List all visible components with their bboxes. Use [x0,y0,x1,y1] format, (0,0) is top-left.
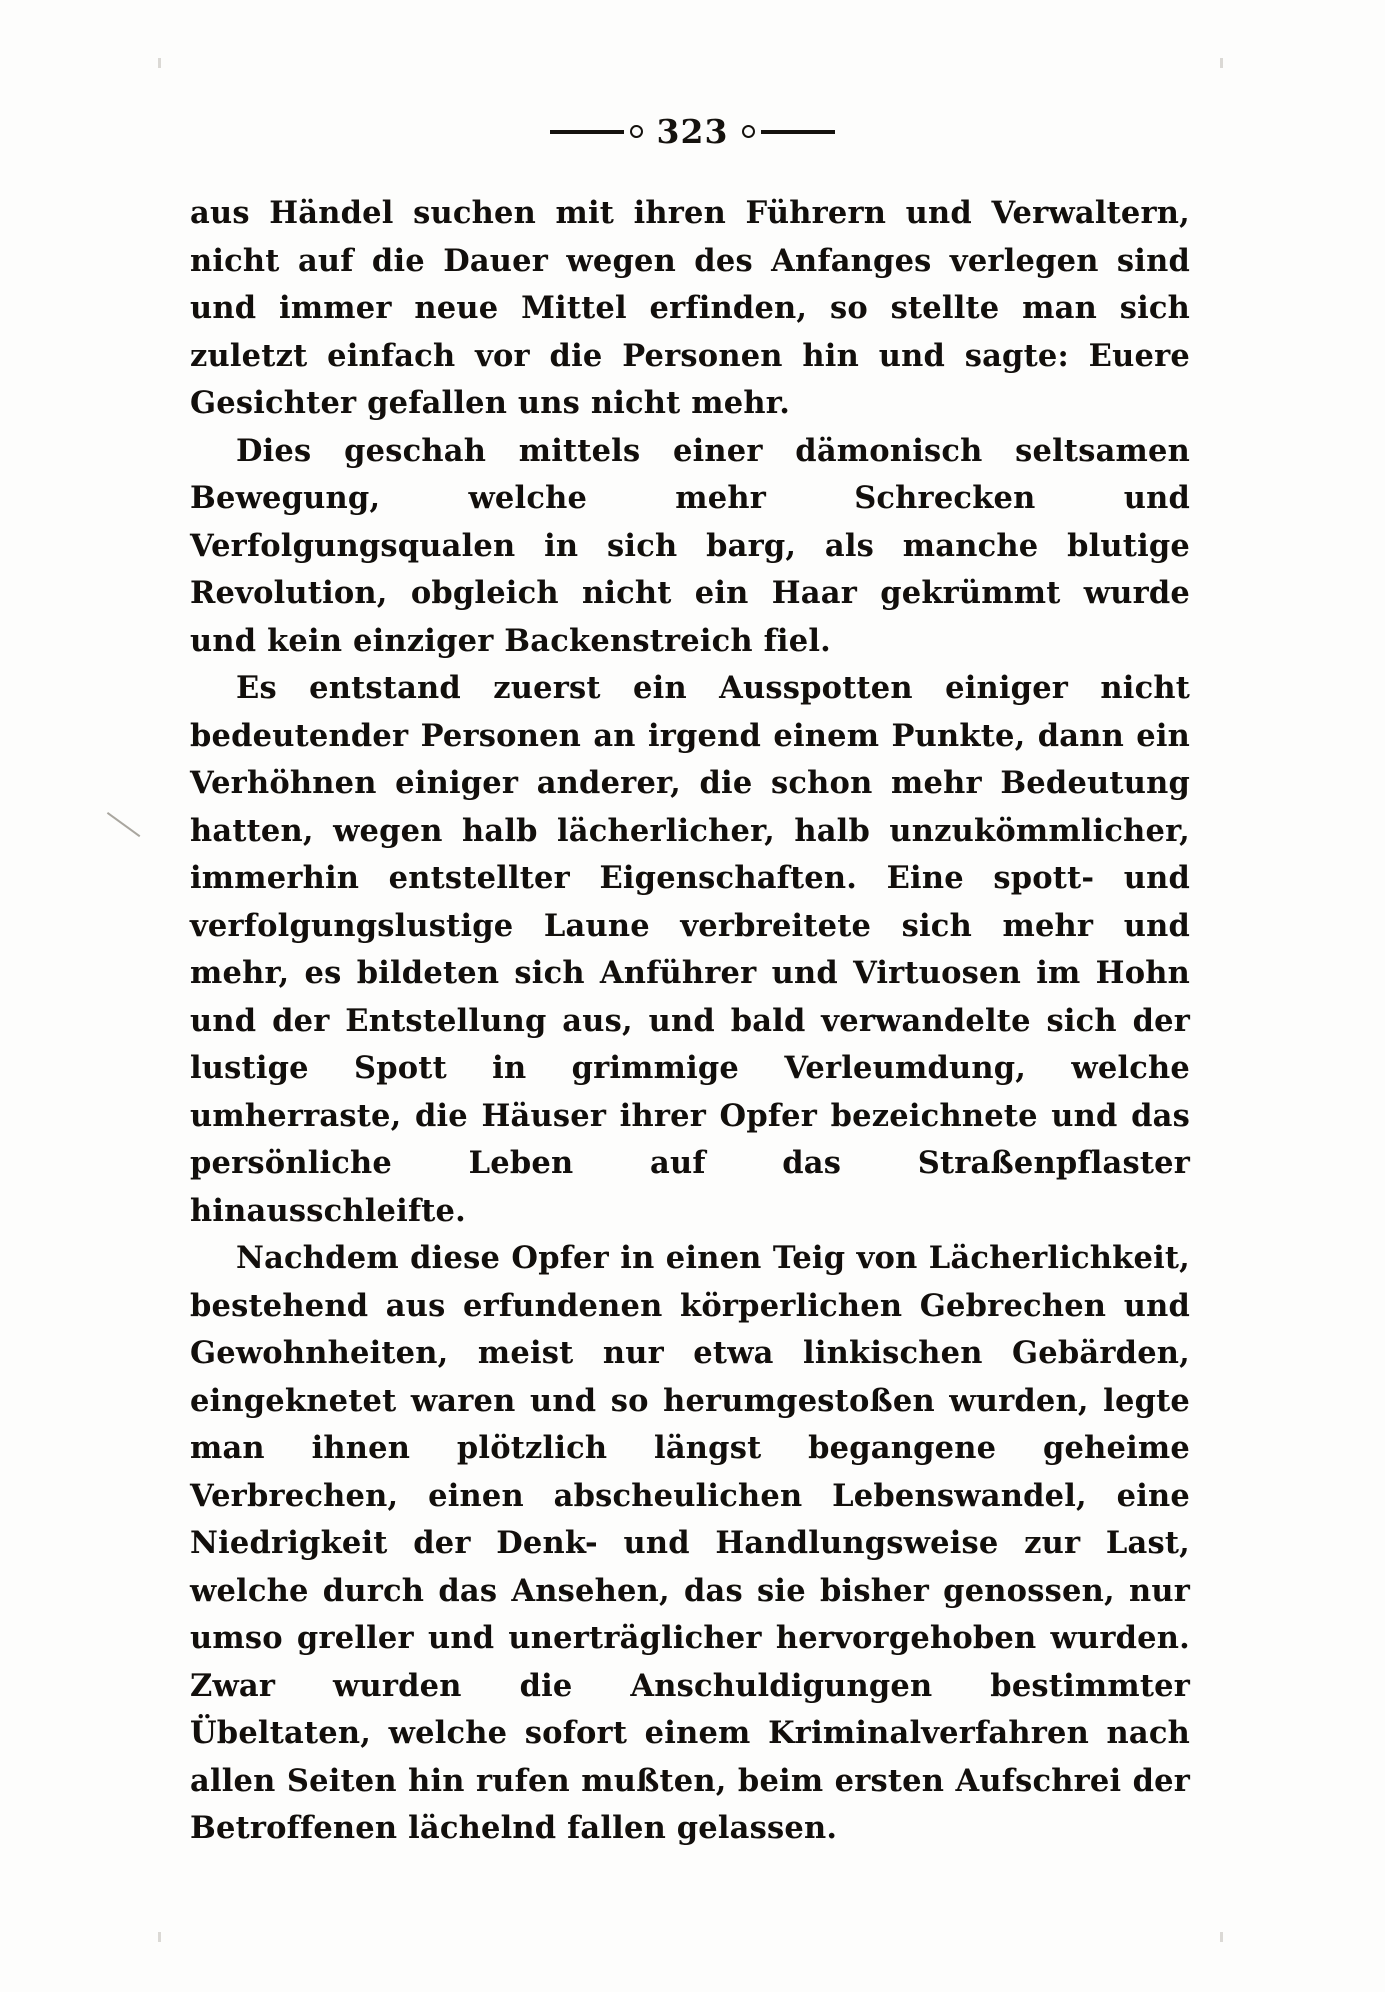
paper-speckle [158,58,161,68]
header-rule-dot [742,125,755,138]
paper-speckle [158,1932,161,1942]
stray-pencil-mark [108,812,142,838]
body-text [190,190,1190,1853]
paper-speckle [1220,58,1223,68]
page-number: 323 [656,112,729,151]
paragraph: Dies geschah mittels einer dämonisch seltsamen Bewegung, welche mehr Schrecken und Verfolgungsqualen in sich barg, als manche blutige Revolution, obgleich nicht ein Haar gekrümmt wurde und kein einziger Backenstreich fiel. [190,432,1190,659]
page-header [0,112,1385,151]
header-rule-line [761,130,835,134]
paragraph: aus Händel suchen mit ihren Führern und Verwaltern, nicht auf die Dauer wegen des Anfanges verlegen sind und immer neue Mittel erfinden, so stellte man sich zuletzt einfach vor die Personen hin und sagte: Euere Gesichter gefallen uns nicht mehr. [190,195,1190,421]
header-rule-left-ornament [550,125,643,138]
paragraph: Nachdem diese Opfer in einen Teig von Lächerlichkeit, bestehend aus erfundenen körperlichen Gebrechen und Gewohnheiten, meist nur etwa linkischen Gebärden, eingeknetet waren und so herumgestoßen wurden, legte man ihnen plötzlich längst begangene geheime Verbrechen, einen abscheulichen Lebenswandel, eine Niedrigkeit der Denk- und Handlungsweise zur Last, welche durch das Ansehen, das sie bisher genossen, nur umso greller und unerträglicher hervorgehoben wurden. Zwar wurden die Anschuldigungen bestimmter Übeltaten, welche sofort einem Kriminalverfahren nach allen Seiten hin rufen mußten, beim ersten Aufschrei der Betroffenen lächelnd fallen gelassen. [190,1240,1190,1846]
paragraph: Es entstand zuerst ein Ausspotten einiger nicht bedeutender Personen an irgend einem Punkte, dann ein Verhöhnen einiger anderer, die schon mehr Bedeutung hatten, wegen halb lächerlicher, halb unzukömmlicher, immerhin entstellter Eigenschaften. Eine spott- und verfolgungslustige Laune verbreitete sich mehr und mehr, es bildeten sich Anführer und Virtuosen im Hohn und der Entstellung aus, und bald verwandelte sich der lustige Spott in grimmige Verleumdung, welche umherraste, die Häuser ihrer Opfer bezeichnete und das persönliche Leben auf das Straßenpflaster hinausschleifte. [190,670,1190,1229]
header-rule-right-ornament [742,125,835,138]
paper-speckle [1220,1932,1223,1942]
header-rule-line [550,130,624,134]
header-rule-dot [630,125,643,138]
